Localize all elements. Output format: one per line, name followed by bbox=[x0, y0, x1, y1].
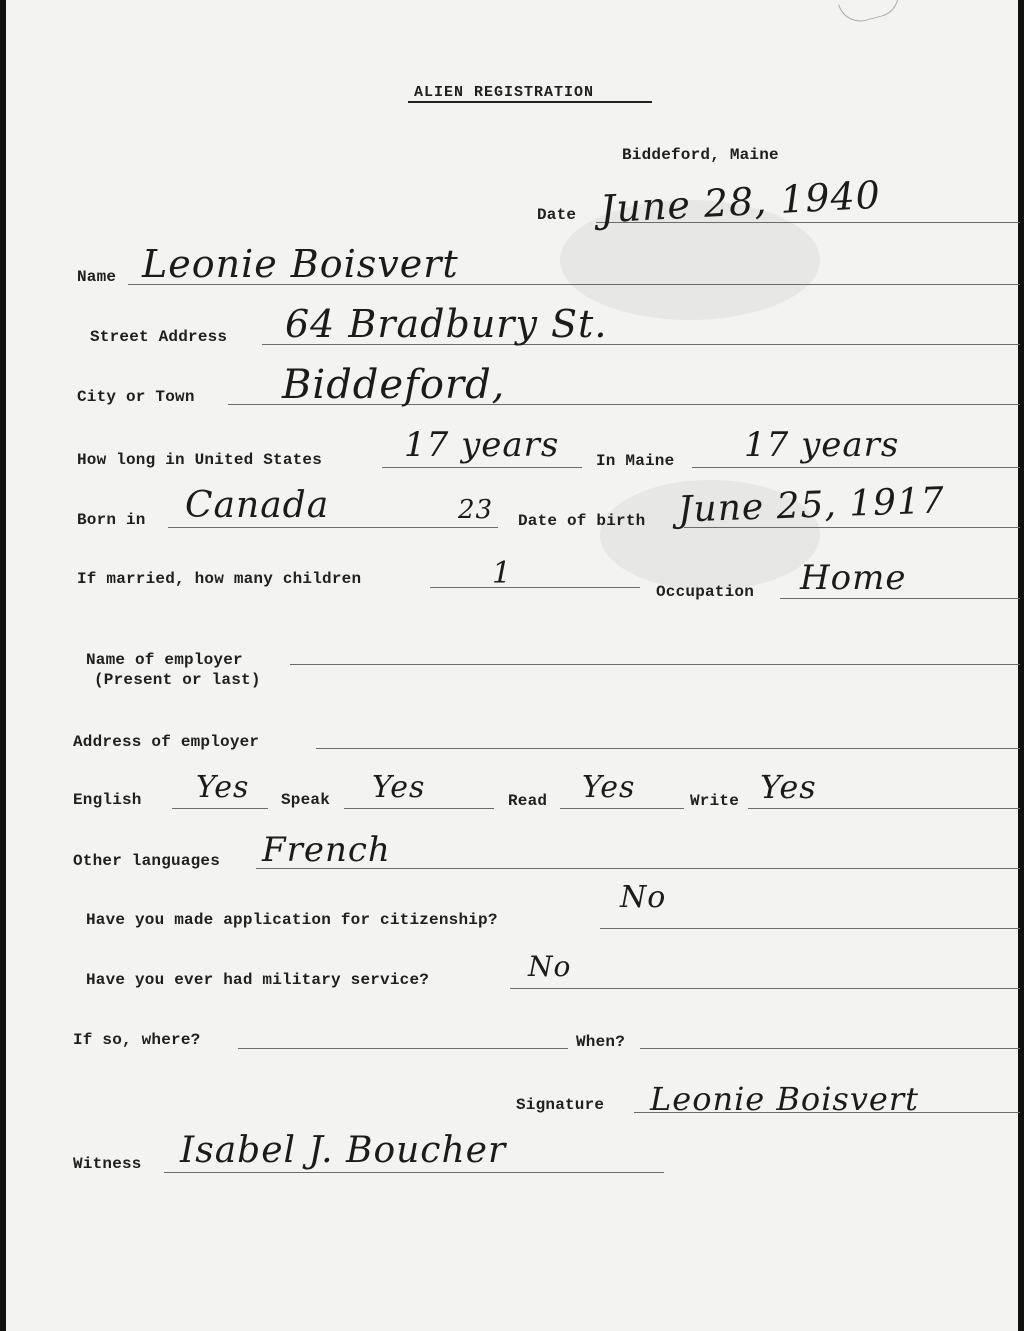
date-value: June 28, 1940 bbox=[599, 172, 882, 232]
read-line bbox=[560, 808, 684, 809]
scan-edge-right bbox=[1018, 0, 1024, 1331]
speak-value: Yes bbox=[372, 770, 426, 805]
how-long-us-line bbox=[382, 467, 582, 468]
english-line bbox=[172, 808, 268, 809]
citizenship-value: No bbox=[620, 880, 667, 915]
employer-name-line bbox=[290, 664, 1020, 665]
street-address-value: 64 Bradbury St. bbox=[285, 302, 608, 346]
citizenship-label: Have you made application for citizenship? bbox=[86, 911, 498, 929]
city-value: Biddeford, bbox=[282, 362, 506, 408]
born-in-label: Born in bbox=[77, 511, 146, 529]
speak-label: Speak bbox=[281, 791, 331, 809]
witness-label: Witness bbox=[73, 1155, 142, 1173]
title-underline bbox=[408, 101, 652, 103]
how-long-us-value: 17 years bbox=[404, 425, 560, 465]
employer-address-line bbox=[316, 748, 1020, 749]
read-label: Read bbox=[508, 792, 548, 810]
write-label: Write bbox=[690, 792, 740, 810]
age-value: 23 bbox=[458, 495, 494, 525]
how-long-us-label: How long in United States bbox=[77, 451, 323, 469]
when-line bbox=[640, 1048, 1020, 1049]
date-label: Date bbox=[537, 206, 577, 224]
occupation-value: Home bbox=[800, 558, 907, 598]
paper-corner-mark bbox=[838, 0, 904, 27]
signature-label: Signature bbox=[516, 1096, 605, 1114]
employer-name-label: Name of employer bbox=[86, 651, 243, 669]
if-so-where-line bbox=[238, 1048, 568, 1049]
english-label: English bbox=[73, 791, 142, 809]
date-of-birth-label: Date of birth bbox=[518, 512, 646, 530]
city-label: City or Town bbox=[77, 388, 195, 406]
form-title: ALIEN REGISTRATION bbox=[414, 84, 595, 101]
children-value: 1 bbox=[492, 556, 513, 591]
form-location: Biddeford, Maine bbox=[622, 146, 779, 164]
witness-line bbox=[164, 1172, 664, 1173]
name-value: Leonie Boisvert bbox=[142, 242, 459, 286]
in-maine-line bbox=[692, 467, 1020, 468]
when-label: When? bbox=[576, 1033, 626, 1051]
born-in-line bbox=[168, 527, 498, 528]
speak-line bbox=[344, 808, 494, 809]
other-languages-label: Other languages bbox=[73, 852, 221, 870]
occupation-line bbox=[780, 598, 1020, 599]
if-so-where-label: If so, where? bbox=[73, 1031, 201, 1049]
employer-address-label: Address of employer bbox=[73, 733, 260, 751]
english-value: Yes bbox=[196, 770, 250, 805]
employer-name-sublabel: (Present or last) bbox=[94, 671, 261, 689]
other-languages-value: French bbox=[262, 830, 391, 870]
read-value: Yes bbox=[582, 770, 636, 805]
military-label: Have you ever had military service? bbox=[86, 971, 430, 989]
write-line bbox=[748, 808, 1020, 809]
in-maine-label: In Maine bbox=[596, 452, 675, 470]
write-value: Yes bbox=[760, 768, 817, 806]
children-line bbox=[430, 587, 640, 588]
scan-edge-left bbox=[0, 0, 6, 1331]
children-label: If married, how many children bbox=[77, 570, 362, 588]
born-in-value: Canada bbox=[185, 485, 330, 526]
military-line bbox=[510, 988, 1020, 989]
witness-value: Isabel J. Boucher bbox=[180, 1130, 507, 1171]
in-maine-value: 17 years bbox=[744, 425, 900, 465]
signature-value: Leonie Boisvert bbox=[650, 1080, 920, 1118]
name-label: Name bbox=[77, 268, 117, 286]
occupation-label: Occupation bbox=[656, 583, 755, 601]
military-value: No bbox=[528, 950, 572, 983]
street-address-label: Street Address bbox=[90, 328, 228, 346]
citizenship-line bbox=[600, 928, 1020, 929]
date-of-birth-value: June 25, 1917 bbox=[677, 480, 946, 531]
